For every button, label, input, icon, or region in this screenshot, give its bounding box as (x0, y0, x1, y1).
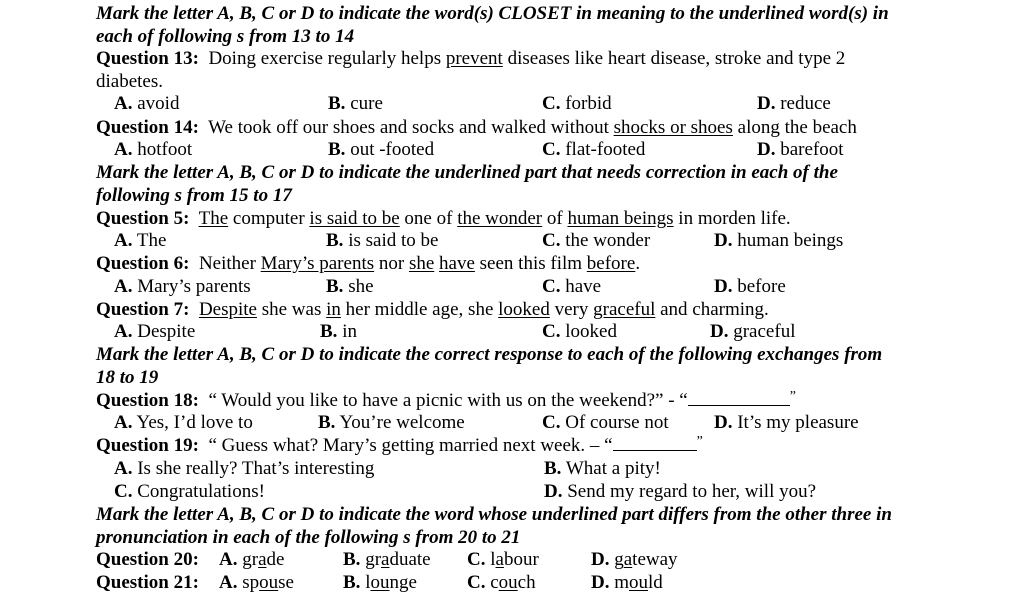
question-6: Question 6: Neither Mary’s parents nor she have seen this film before. (96, 253, 641, 274)
question-18: Question 18: “ Would you like to have a picnic with us on the weekend?” - “ ” (96, 389, 796, 411)
q6-option-a[interactable]: A. Mary’s parents (114, 276, 251, 297)
question-text: diseases like heart disease, stroke and type 2 (502, 48, 846, 69)
q5-option-b[interactable]: B. is said to be (326, 230, 439, 251)
question-label: Question 20: (96, 549, 199, 570)
q13-option-b[interactable]: B. cure (328, 93, 383, 114)
question-13-continued: diabetes. (96, 71, 164, 92)
question-label: Question 13: (96, 48, 199, 69)
q6-option-b[interactable]: B. she (326, 276, 374, 297)
section-4-instruction-line-2: pronunciation in each of the following s from 20 to 21 (96, 527, 521, 548)
q7-option-c[interactable]: C. looked (542, 321, 617, 342)
question-label: Question 19: (96, 435, 199, 456)
q20-option-c[interactable]: C. labour (467, 549, 539, 570)
question-label: Question 6: (96, 253, 190, 274)
question-text: along the beach (732, 117, 857, 138)
question-21 (96, 571, 199, 594)
q19-option-c[interactable]: C. Congratulations! (114, 481, 265, 502)
q19-option-d[interactable]: D. Send my regard to her, will you? (544, 481, 817, 502)
q5-option-c[interactable]: C. the wonder (542, 230, 651, 251)
q21-option-a[interactable]: A. spouse (219, 572, 294, 593)
q13-option-a[interactable]: A. avoid (114, 93, 180, 114)
question-text: We took off our shoes and socks and walked without (208, 117, 614, 138)
answer-blank (688, 390, 790, 406)
q7-option-a[interactable]: A. Despite (114, 321, 196, 342)
question-label: Question 21: (96, 572, 199, 593)
q21-option-d[interactable]: D. mould (591, 572, 663, 593)
q20-option-d[interactable]: D. gateway (591, 549, 678, 570)
section-3-instruction-line-1: Mark the letter A, B, C or D to indicate the correct response to each of the following exchanges from (96, 344, 883, 365)
q21-option-b[interactable]: B. lounge (343, 572, 417, 593)
question-label: Question 7: (96, 299, 190, 320)
q18-option-b[interactable]: B. You’re welcome (318, 412, 465, 433)
q21-option-c[interactable]: C. couch (467, 572, 536, 593)
q14-option-a[interactable]: A. hotfoot (114, 139, 193, 160)
q19-option-b[interactable]: B. What a pity! (544, 458, 661, 479)
q14-option-b[interactable]: B. out -footed (328, 139, 435, 160)
question-13 (96, 47, 845, 70)
question-label: Question 5: (96, 208, 190, 229)
q13-option-c[interactable]: C. forbid (542, 93, 612, 114)
question-label: Question 18: (96, 390, 199, 411)
q19-option-a[interactable]: A. Is she really? That’s interesting (114, 458, 375, 479)
question-label: Question 14: (96, 117, 199, 138)
question-20 (96, 548, 199, 571)
q5-option-a[interactable]: A. The (114, 230, 167, 251)
section-1-instruction-line-2: each of following s from 13 to 14 (96, 26, 355, 47)
q18-option-a[interactable]: A. Yes, I’d love to (114, 412, 253, 433)
question-14 (96, 116, 857, 139)
question-7: Question 7: Despite she was in her middle age, she looked very graceful and charming. (96, 299, 769, 320)
underlined-word: shocks or shoes (613, 117, 733, 138)
q6-option-c[interactable]: C. have (542, 276, 602, 297)
q6-option-d[interactable]: D. before (714, 276, 786, 297)
underlined-word: prevent (445, 48, 503, 69)
question-5: Question 5: The computer is said to be one of the wonder of human beings in morden life. (96, 208, 791, 229)
q18-option-d[interactable]: D. It’s my pleasure (714, 412, 859, 433)
section-3-instruction-line-2: 18 to 19 (96, 367, 159, 388)
q20-option-b[interactable]: B. graduate (343, 549, 431, 570)
question-19: Question 19: “ Guess what? Mary’s getting married next week. – “ ” (96, 434, 703, 456)
question-text: Doing exercise regularly helps (208, 48, 446, 69)
q13-option-d[interactable]: D. reduce (757, 93, 831, 114)
answer-blank (613, 435, 697, 451)
section-2-instruction-line-2: following s from 15 to 17 (96, 185, 292, 206)
section-2-instruction-line-1: Mark the letter A, B, C or D to indicate the underlined part that needs correction in each of the (96, 162, 838, 183)
q14-option-c[interactable]: C. flat-footed (542, 139, 646, 160)
q18-option-c[interactable]: C. Of course not (542, 412, 669, 433)
section-4-instruction-line-1: Mark the letter A, B, C or D to indicate the word whose underlined part differs from the other three in (96, 504, 892, 525)
q7-option-b[interactable]: B. in (320, 321, 357, 342)
q5-option-d[interactable]: D. human beings (714, 230, 844, 251)
q14-option-d[interactable]: D. barefoot (757, 139, 844, 160)
q20-option-a[interactable]: A. grade (219, 549, 285, 570)
q7-option-d[interactable]: D. graceful (710, 321, 796, 342)
section-1-instruction-line-1: Mark the letter A, B, C or D to indicate the word(s) CLOSET in meaning to the underlined word(s) in (96, 3, 889, 24)
